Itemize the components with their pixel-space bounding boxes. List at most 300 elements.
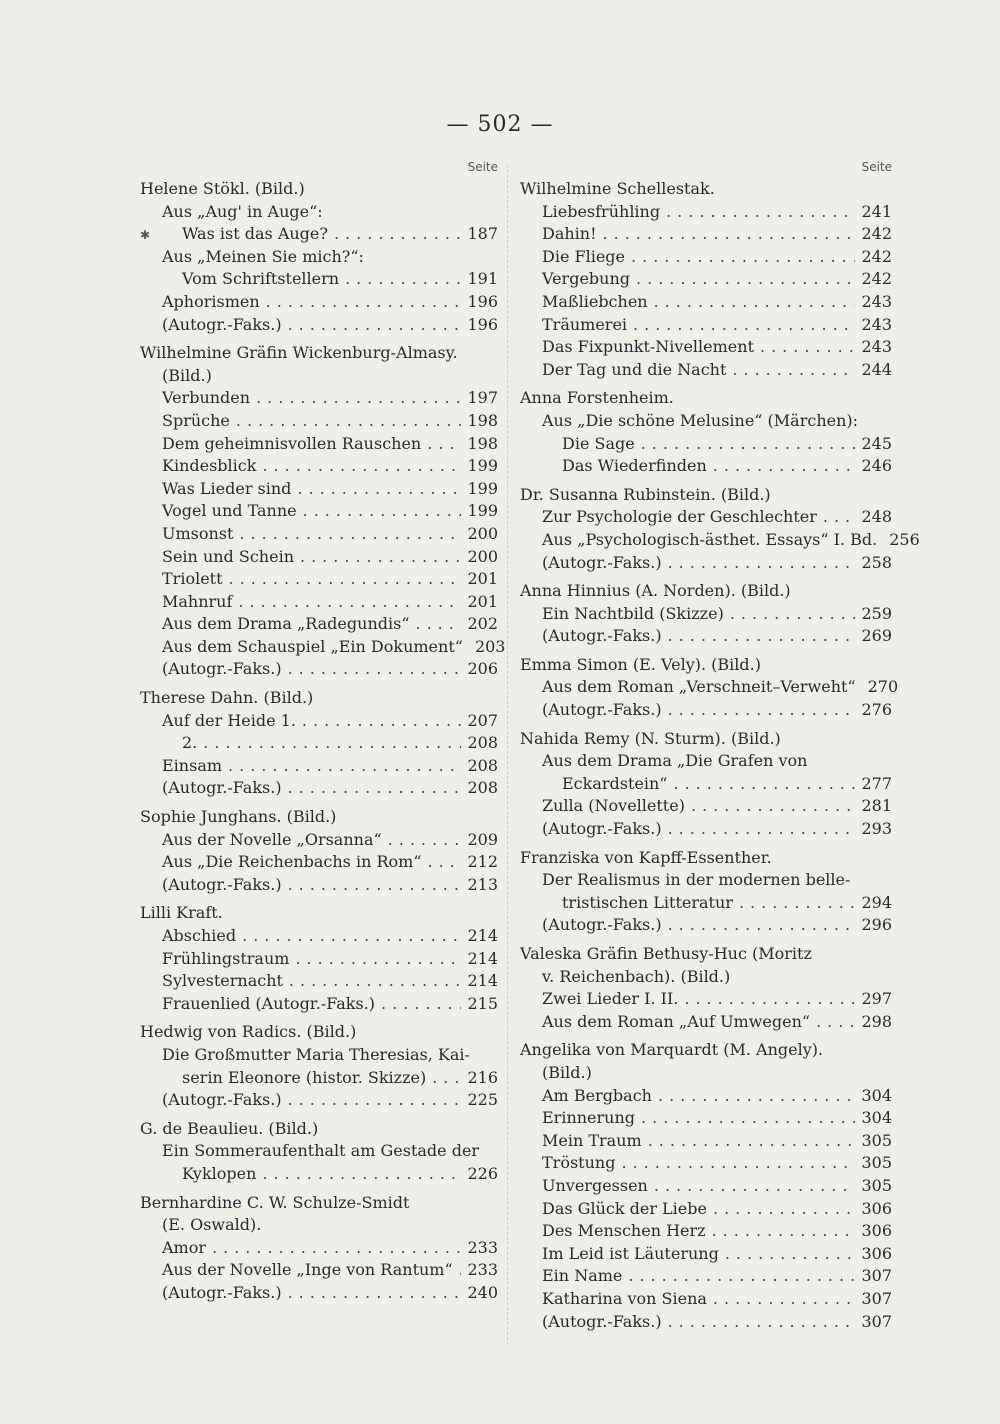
- page-ref: 242: [861, 269, 892, 289]
- work-title: Ein Name: [542, 1266, 623, 1286]
- toc-row: [520, 1220, 892, 1243]
- dot-leader: [212, 1237, 461, 1260]
- dot-leader: [303, 500, 462, 523]
- page-ref: 215: [467, 993, 498, 1013]
- left-column: [140, 160, 506, 1305]
- page-ref: 306: [861, 1221, 892, 1241]
- author-entry: [140, 806, 498, 896]
- page-ref: 277: [861, 773, 892, 793]
- work-title: (Autogr.-Faks.): [162, 1090, 282, 1110]
- page-ref: 206: [467, 659, 498, 679]
- work-title: (Autogr.-Faks.): [542, 819, 662, 839]
- page-ref: 197: [467, 388, 498, 408]
- page-ref: 226: [467, 1163, 498, 1183]
- author-name: Anna Hinnius (A. Norden). (Bild.): [520, 581, 791, 601]
- dot-leader: [636, 268, 855, 291]
- dot-leader: [262, 455, 461, 478]
- toc-row: [140, 591, 498, 614]
- work-heading: Der Realismus in der modernen belle-: [542, 870, 851, 890]
- author-entry: [140, 1118, 498, 1186]
- author-entry: [140, 902, 498, 1015]
- author-name: Sophie Junghans. (Bild.): [140, 807, 337, 827]
- page-ref: 276: [861, 700, 892, 720]
- toc-row: [520, 1311, 892, 1334]
- page-ref: 246: [861, 456, 892, 476]
- work-title: Tröstung: [542, 1153, 616, 1173]
- work-title: Zulla (Novellette): [542, 796, 685, 816]
- dot-leader: [266, 291, 462, 314]
- dot-leader: [658, 1085, 855, 1108]
- work-title: Sylvesternacht: [162, 971, 283, 991]
- work-title: Das Glück der Liebe: [542, 1198, 707, 1218]
- toc-row: [140, 223, 498, 246]
- author-entry: [520, 484, 920, 574]
- page-ref: 199: [467, 456, 498, 476]
- toc-row: [140, 829, 498, 852]
- page-ref: 203: [474, 636, 506, 656]
- page-ref: 256: [889, 529, 920, 549]
- dot-leader: [262, 1163, 461, 1186]
- toc-row: [140, 993, 498, 1016]
- toc-row: [520, 676, 899, 699]
- page-ref: 248: [861, 507, 892, 527]
- page-ref: 191: [467, 269, 498, 289]
- dot-leader: [713, 1198, 855, 1221]
- right-entries: [520, 178, 920, 1333]
- dot-leader: [739, 892, 856, 915]
- dot-leader: [242, 925, 461, 948]
- dot-leader: [288, 874, 462, 897]
- work-title: Aus der Novelle „Orsanna“: [162, 829, 382, 849]
- dot-leader: [621, 1152, 855, 1175]
- work-title: Kindesblick: [162, 456, 257, 476]
- toc-row: [520, 1085, 892, 1108]
- toc-row: [520, 246, 892, 269]
- toc-row: [140, 613, 498, 636]
- work-title: Triolett: [162, 569, 223, 589]
- dot-leader: [668, 1311, 856, 1334]
- toc-row: [520, 795, 892, 818]
- page-ref: 298: [861, 1011, 892, 1031]
- toc-row: [140, 455, 498, 478]
- author-name: Nahida Remy (N. Sturm). (Bild.): [520, 728, 781, 748]
- toc-row: [520, 455, 892, 478]
- work-heading: Die Großmutter Maria Theresias, Kai-: [162, 1044, 470, 1064]
- page-ref: 187: [467, 224, 498, 244]
- page-ref: 196: [467, 291, 498, 311]
- page-ref: 208: [467, 778, 498, 798]
- work-title: Maßliebchen: [542, 291, 648, 311]
- toc-row: [140, 1259, 498, 1282]
- author-name: Wilhelmine Gräfin Wickenburg-Almasy.: [140, 343, 458, 363]
- page-ref: 259: [861, 603, 892, 623]
- work-heading: Ein Sommeraufenthalt am Gestade der: [162, 1141, 480, 1161]
- work-title: Frauenlied (Autogr.-Faks.): [162, 993, 375, 1013]
- dot-leader: [712, 1220, 856, 1243]
- work-title: Zwei Lieder I. II.: [542, 989, 679, 1009]
- dot-leader: [381, 993, 461, 1016]
- work-title: Verbunden: [162, 388, 251, 408]
- dot-leader: [300, 546, 461, 569]
- dot-leader: [684, 988, 855, 1011]
- toc-row: [140, 658, 498, 681]
- toc-row: [520, 223, 892, 246]
- toc-row: [520, 506, 892, 529]
- author-entry: [520, 728, 892, 841]
- work-title: Einsam: [162, 755, 223, 775]
- dot-leader: [236, 410, 462, 433]
- work-title: Vogel und Tanne: [162, 501, 297, 521]
- page-ref: 233: [467, 1237, 498, 1257]
- toc-row: [140, 777, 498, 800]
- page-number: — 502 —: [446, 112, 554, 137]
- page-ref: 202: [467, 614, 498, 634]
- toc-row: [140, 970, 498, 993]
- toc-row: [140, 387, 498, 410]
- work-title: Ein Nachtbild (Skizze): [542, 603, 724, 623]
- dot-leader: [203, 732, 461, 755]
- page-ref: 242: [861, 246, 892, 266]
- page-ref: 216: [467, 1067, 498, 1087]
- author-entry: [520, 847, 892, 937]
- dot-leader: [668, 625, 856, 648]
- page-ref: 307: [861, 1311, 892, 1331]
- author-name: Hedwig von Radics. (Bild.): [140, 1022, 357, 1042]
- dot-leader: [288, 658, 462, 681]
- toc-row: [140, 291, 498, 314]
- toc-row: [520, 201, 892, 224]
- page-ref: 306: [861, 1243, 892, 1263]
- toc-row: [140, 874, 498, 897]
- author-name: Lilli Kraft.: [140, 903, 223, 923]
- work-title: Aphorismen: [162, 291, 260, 311]
- work-title: Aus der Novelle „Inge von Rantum“: [162, 1260, 453, 1280]
- toc-row: [520, 603, 892, 626]
- dot-leader: [345, 268, 461, 291]
- toc-row: [520, 818, 892, 841]
- page-ref: 243: [861, 337, 892, 357]
- toc-row: [140, 1067, 498, 1090]
- work-title: (Autogr.-Faks.): [542, 552, 662, 572]
- dot-leader: [654, 1175, 856, 1198]
- author-name: Bernhardine C. W. Schulze-Smidt: [140, 1192, 410, 1212]
- work-title: Amor: [162, 1237, 207, 1257]
- toc-row: [520, 1011, 892, 1034]
- work-title: (Autogr.-Faks.): [162, 874, 282, 894]
- work-title: Vergebung: [542, 269, 631, 289]
- page-ref: 281: [861, 796, 892, 816]
- toc-row: [520, 699, 892, 722]
- work-title: (Autogr.-Faks.): [542, 915, 662, 935]
- toc-row: [140, 433, 498, 456]
- toc-row: [140, 732, 498, 755]
- work-title: Frühlingstraum: [162, 948, 290, 968]
- page-ref: 233: [467, 1260, 498, 1280]
- dot-leader: [628, 1265, 855, 1288]
- dot-leader: [238, 591, 461, 614]
- author-entry: [140, 342, 506, 681]
- page-ref: 306: [861, 1198, 892, 1218]
- toc-row: [140, 410, 498, 433]
- page-ref: 242: [861, 224, 892, 244]
- page-column-header: Seite: [467, 160, 498, 174]
- author-note: (Bild.): [162, 365, 212, 385]
- author-name: Emma Simon (E. Vely). (Bild.): [520, 654, 761, 674]
- work-heading: Aus „Meinen Sie mich?“:: [162, 246, 364, 266]
- dot-leader: [666, 201, 855, 224]
- bullet-mark: ✱: [140, 228, 151, 242]
- column-divider: [507, 165, 514, 1345]
- dot-leader: [668, 818, 856, 841]
- work-title: Das Wiederfinden: [562, 456, 707, 476]
- page-ref: 209: [467, 829, 498, 849]
- toc-row: [520, 552, 892, 575]
- toc-row: [520, 1107, 892, 1130]
- work-title: Sein und Schein: [162, 546, 294, 566]
- toc-row: [140, 478, 498, 501]
- toc-row: [520, 359, 892, 382]
- author-name: Dr. Susanna Rubinstein. (Bild.): [520, 484, 771, 504]
- page-ref: 196: [467, 314, 498, 334]
- toc-row: [520, 1198, 892, 1221]
- page-ref: 244: [861, 359, 892, 379]
- work-title: Dem geheimnisvollen Rauschen: [162, 433, 422, 453]
- dot-leader: [823, 506, 856, 529]
- dot-leader: [713, 455, 856, 478]
- work-title: Träumerei: [542, 314, 628, 334]
- work-title: Sprüche: [162, 410, 230, 430]
- page-ref: 199: [467, 478, 498, 498]
- toc-row: [520, 625, 892, 648]
- work-title: Mahnruf: [162, 591, 233, 611]
- author-entry: [140, 1021, 498, 1111]
- toc-row: [520, 268, 892, 291]
- toc-row: [140, 314, 498, 337]
- work-title: (Autogr.-Faks.): [162, 778, 282, 798]
- work-heading: Aus dem Drama „Die Grafen von: [542, 751, 808, 771]
- work-title: Was Lieder sind: [162, 478, 292, 498]
- dot-leader: [648, 1130, 856, 1153]
- toc-row: [520, 1265, 892, 1288]
- work-title: Umsonst: [162, 523, 234, 543]
- dot-leader: [289, 970, 462, 993]
- work-title: Zur Psychologie der Geschlechter: [542, 507, 817, 527]
- dot-leader: [725, 1243, 856, 1266]
- work-title: Was ist das Auge?: [182, 224, 328, 244]
- work-heading: Aus „Aug' in Auge“:: [162, 201, 323, 221]
- left-entries: [140, 178, 506, 1305]
- work-title: Die Fliege: [542, 246, 626, 266]
- work-title: Mein Traum: [542, 1130, 642, 1150]
- work-title: Unvergessen: [542, 1175, 648, 1195]
- work-title: Kyklopen: [182, 1163, 257, 1183]
- page-ref: 294: [861, 892, 892, 912]
- page-ref: 305: [861, 1175, 892, 1195]
- toc-row: [140, 568, 498, 591]
- toc-row: [520, 1288, 892, 1311]
- work-title: (Autogr.-Faks.): [542, 1311, 662, 1331]
- toc-row: [520, 988, 892, 1011]
- dot-leader: [288, 777, 462, 800]
- toc-row: [520, 291, 892, 314]
- page-ref: 245: [861, 433, 892, 453]
- page-ref: 208: [467, 755, 498, 775]
- author-entry: [140, 687, 498, 800]
- page-ref: 199: [467, 501, 498, 521]
- dot-leader: [288, 1282, 462, 1305]
- toc-row: [140, 268, 498, 291]
- dot-leader: [388, 829, 462, 852]
- dot-leader: [732, 359, 855, 382]
- page-ref: 208: [467, 733, 498, 753]
- page-ref: 198: [467, 410, 498, 430]
- author-note: v. Reichenbach). (Bild.): [542, 966, 731, 986]
- work-title: Aus dem Drama „Radegundis“: [162, 614, 410, 634]
- author-entry: [140, 1192, 498, 1305]
- page-ref: 240: [467, 1282, 498, 1302]
- toc-row: [520, 1130, 892, 1153]
- toc-row: [520, 1152, 892, 1175]
- author-note: (E. Oswald).: [162, 1215, 262, 1235]
- toc-row: [140, 546, 498, 569]
- author-name: Anna Forstenheim.: [520, 388, 674, 408]
- work-title: Die Sage: [562, 433, 635, 453]
- toc-row: [520, 1175, 892, 1198]
- author-entry: [140, 178, 498, 336]
- author-entry: [520, 387, 892, 477]
- page-ref: 241: [861, 201, 892, 221]
- dot-leader: [416, 613, 462, 636]
- work-title: Des Menschen Herz: [542, 1221, 706, 1241]
- author-entry: [520, 943, 892, 1033]
- author-name: Wilhelmine Schellestak.: [520, 179, 715, 198]
- dot-leader: [297, 478, 461, 501]
- work-title: serin Eleonore (histor. Skizze): [182, 1067, 427, 1087]
- work-title: Katharina von Siena: [542, 1288, 707, 1308]
- dot-leader: [432, 1067, 461, 1090]
- author-name: Franziska von Kapff-Essenther.: [520, 847, 772, 867]
- dot-leader: [428, 851, 462, 874]
- toc-row: [140, 1237, 498, 1260]
- dot-leader: [302, 710, 462, 733]
- page-ref: 270: [867, 677, 899, 697]
- page-ref: 243: [861, 314, 892, 334]
- page-ref: 304: [861, 1085, 892, 1105]
- work-title: (Autogr.-Faks.): [542, 700, 662, 720]
- author-entry: [520, 178, 892, 381]
- work-title: 2.: [182, 733, 198, 753]
- page-ref: 201: [467, 569, 498, 589]
- dot-leader: [631, 246, 855, 269]
- page-ref: 305: [861, 1153, 892, 1173]
- dot-leader: [633, 314, 855, 337]
- dot-leader: [760, 336, 855, 359]
- page-ref: 258: [861, 552, 892, 572]
- dot-leader: [228, 755, 461, 778]
- page-ref: 214: [467, 971, 498, 991]
- author-name: Valeska Gräfin Bethusy-Huc (Moritz: [520, 944, 812, 963]
- toc-row: [520, 314, 892, 337]
- toc-row: [140, 523, 498, 546]
- toc-row: [520, 914, 892, 937]
- toc-row: [140, 636, 506, 659]
- author-name: Helene Stökl. (Bild.): [140, 179, 305, 198]
- work-title: Am Bergbach: [542, 1085, 652, 1105]
- page-ref: 296: [861, 915, 892, 935]
- work-title: Aus dem Roman „Verschneit–Verweht“: [542, 677, 856, 697]
- author-name: Therese Dahn. (Bild.): [140, 688, 314, 708]
- work-title: Dahin!: [542, 224, 597, 244]
- page-ref: 304: [861, 1108, 892, 1128]
- dot-leader: [713, 1288, 856, 1311]
- author-note: (Bild.): [542, 1062, 592, 1082]
- dot-leader: [334, 223, 461, 246]
- page-ref: 213: [467, 874, 498, 894]
- toc-row: [520, 433, 892, 456]
- work-title: Aus dem Roman „Auf Umwegen“: [542, 1011, 811, 1031]
- dot-leader: [603, 223, 856, 246]
- author-name: G. de Beaulieu. (Bild.): [140, 1118, 319, 1138]
- toc-row: [140, 851, 498, 874]
- toc-row: [140, 948, 498, 971]
- page-ref: 200: [467, 546, 498, 566]
- toc-row: [140, 925, 498, 948]
- dot-leader: [256, 387, 461, 410]
- toc-row: [520, 892, 892, 915]
- author-entry: [520, 654, 899, 722]
- toc-row: [140, 500, 498, 523]
- work-title: Der Tag und die Nacht: [542, 359, 727, 379]
- work-heading: Aus „Die schöne Melusine“ (Märchen):: [542, 410, 859, 430]
- page-ref: 214: [467, 926, 498, 945]
- work-title: Aus „Die Reichenbachs in Rom“: [162, 852, 422, 872]
- dot-leader: [459, 1259, 462, 1282]
- author-name: Angelika von Marquardt (M. Angely).: [520, 1040, 824, 1060]
- toc-row: [140, 755, 498, 778]
- work-title: (Autogr.-Faks.): [162, 659, 282, 679]
- dot-leader: [668, 552, 856, 575]
- toc-row: [520, 529, 920, 552]
- work-title: Das Fixpunkt-Nivellement: [542, 337, 754, 357]
- dot-leader: [288, 1089, 462, 1112]
- dot-leader: [229, 568, 462, 591]
- page-ref: 201: [467, 591, 498, 611]
- work-title: Aus „Psychologisch-ästhet. Essays“ I. Bd.: [542, 529, 878, 549]
- work-title: (Autogr.-Faks.): [542, 626, 662, 646]
- work-title: Aus dem Schauspiel „Ein Dokument“: [162, 636, 463, 656]
- page-ref: 293: [861, 819, 892, 839]
- page-ref: 200: [467, 523, 498, 543]
- toc-row: [520, 1243, 892, 1266]
- work-title: Erinnerung: [542, 1108, 636, 1128]
- dot-leader: [641, 433, 856, 456]
- dot-leader: [239, 523, 461, 546]
- toc-row: [520, 336, 892, 359]
- page-ref: 225: [467, 1090, 498, 1110]
- dot-leader: [295, 948, 461, 971]
- work-title: Liebesfrühling: [542, 201, 661, 221]
- work-title: Eckardstein“: [562, 773, 668, 793]
- page-ref: 307: [861, 1288, 892, 1308]
- work-title: Vom Schriftstellern: [182, 269, 340, 289]
- toc-row: [140, 1282, 498, 1305]
- toc-row: [140, 1163, 498, 1186]
- dot-leader: [288, 314, 462, 337]
- toc-row: [140, 1089, 498, 1112]
- page-ref: 305: [861, 1130, 892, 1150]
- author-entry: [520, 580, 892, 648]
- right-column: [520, 160, 920, 1333]
